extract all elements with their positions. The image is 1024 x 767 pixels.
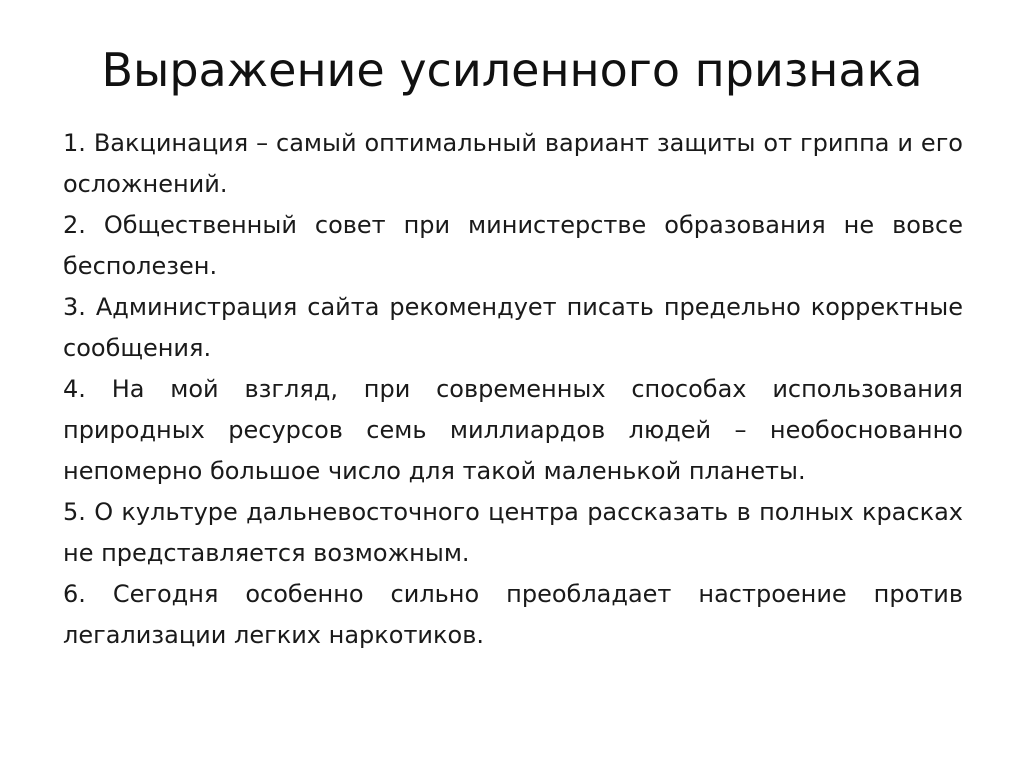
example-list [63,123,963,656]
list-item: 2. Общественный совет при министерстве образования не вовсе бесполезен. [63,211,963,280]
list-item: 5. О культуре дальневосточного центра рассказать в полных красках не представляется возможным. [63,498,963,567]
list-item: 6. Сегодня особенно сильно преобладает настроение против легализации легких наркотиков. [63,580,963,649]
slide-title: Выражение усиленного признака [101,43,923,97]
list-item: 3. Администрация сайта рекомендует писать предельно корректные сообщения. [63,293,963,362]
list-item: 1. Вакцинация – самый оптимальный вариант защиты от гриппа и его осложнений. [63,129,963,198]
list-item: 4. На мой взгляд, при современных способах использования природных ресурсов семь миллиардов людей – необоснованно непомерно большое число для такой маленькой планеты. [63,375,963,485]
